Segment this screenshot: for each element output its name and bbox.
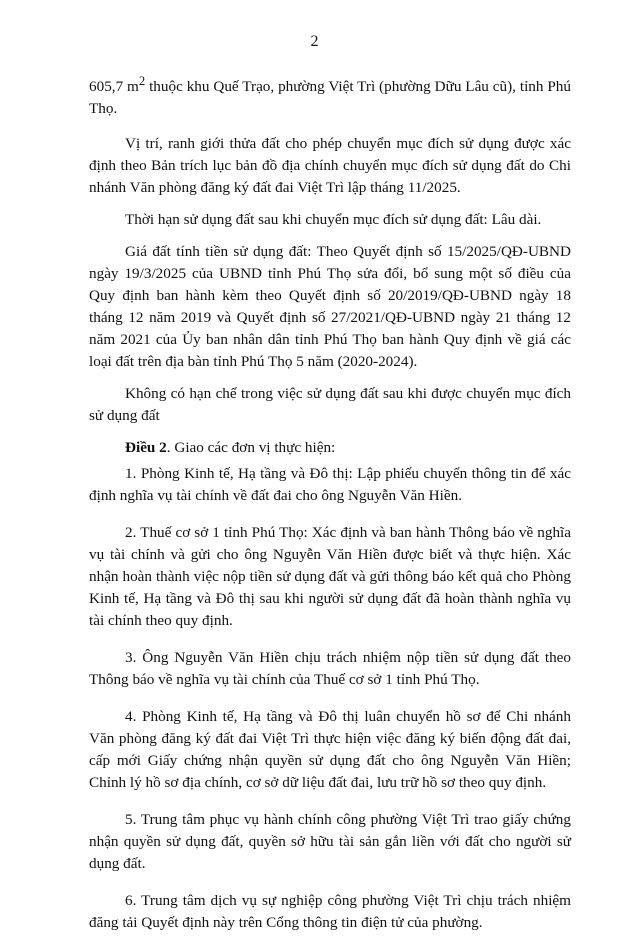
list-item: 3. Ông Nguyễn Văn Hiền chịu trách nhiệm nộp tiền sử dụng đất theo Thông báo về nghĩa vụ tài chính của Thuế cơ sở 1 tỉnh Phú Thọ. [89,649,571,689]
paragraph-no-restriction: Không có hạn chế trong việc sử dụng đất sau khi được chuyển mục đích sử dụng đất [89,385,571,425]
paragraph-land-price: Giá đất tính tiền sử dụng đất: Theo Quyết định số 15/2025/QĐ-UBND ngày 19/3/2025 của UBND tỉnh Phú Thọ sửa đổi, bổ sung một số điều của Quy định ban hành kèm theo Quyết định số 20/2019/QĐ-UBND ngày 18 tháng 12 năm 2019 và Quyết định số 27/2021/QĐ-UBND ngày 21 tháng 12 năm 2021 của Ủy ban nhân dân tỉnh Phú Thọ ban hành Quy định về giá các loại đất trên địa bàn tỉnh Phú Thọ 5 năm (2020-2024). [89,243,571,371]
article-2-text: . Giao các đơn vị thực hiện: [166,439,336,457]
area-unit-exponent: 2 [138,74,146,88]
list-item: 4. Phòng Kinh tế, Hạ tầng và Đô thị luân chuyển hồ sơ để Chi nhánh Văn phòng đăng ký đất đai Việt Trì thực hiện việc đăng ký biến động đất đai, cấp mới Giấy chứng nhận quyền sử dụng đất cho ông Nguyễn Văn Hiền; Chỉnh lý hồ sơ địa chính, cơ sở dữ liệu đất đai, lưu trữ hồ sơ theo quy định. [89,708,571,792]
article-2-label: Điều 2 [125,439,167,457]
paragraph-area [89,70,571,120]
document-body [89,70,571,949]
area-value: 605,7 m [89,78,139,96]
list-item: 5. Trung tâm phục vụ hành chính công phường Việt Trì trao giấy chứng nhận quyền sử dụng đất, quyền sở hữu tài sản gắn liền với đất cho người sử dụng đất. [89,811,571,873]
article-2-heading [89,437,571,459]
list-item: 2. Thuế cơ sở 1 tỉnh Phú Thọ: Xác định và ban hành Thông báo về nghĩa vụ tài chính và gửi cho ông Nguyễn Văn Hiền được biết và thực hiện. Xác nhận hoàn thành việc nộp tiền sử dụng đất và gửi thông báo kết quả cho Phòng Kinh tế, Hạ tầng và Đô thị sau khi người sử dụng đất đã hoàn thành nghĩa vụ tài chính theo quy định. [89,524,571,630]
list-item: 6. Trung tâm dịch vụ sự nghiệp công phường Việt Trì chịu trách nhiệm đăng tải Quyết định này trên Cổng thông tin điện tử của phường. [89,892,571,932]
area-location: thuộc khu Quế Trạo, phường Việt Trì (phường Dữu Lâu cũ), tỉnh Phú Thọ. [89,78,571,118]
paragraph-boundary: Vị trí, ranh giới thửa đất cho phép chuyển mục đích sử dụng được xác định theo Bản trích lục bản đồ địa chính chuyển mục đích sử dụng đất do Chi nhánh Văn phòng đăng ký đất đai Việt Trì lập tháng 11/2025. [89,135,571,197]
paragraph-duration: Thời hạn sử dụng đất sau khi chuyển mục đích sử dụng đất: Lâu dài. [125,211,542,229]
list-item: 1. Phòng Kinh tế, Hạ tầng và Đô thị: Lập phiếu chuyển thông tin để xác định nghĩa vụ tài chính về đất đai cho ông Nguyễn Văn Hiền. [89,465,571,505]
page-number: 2 [310,33,319,50]
